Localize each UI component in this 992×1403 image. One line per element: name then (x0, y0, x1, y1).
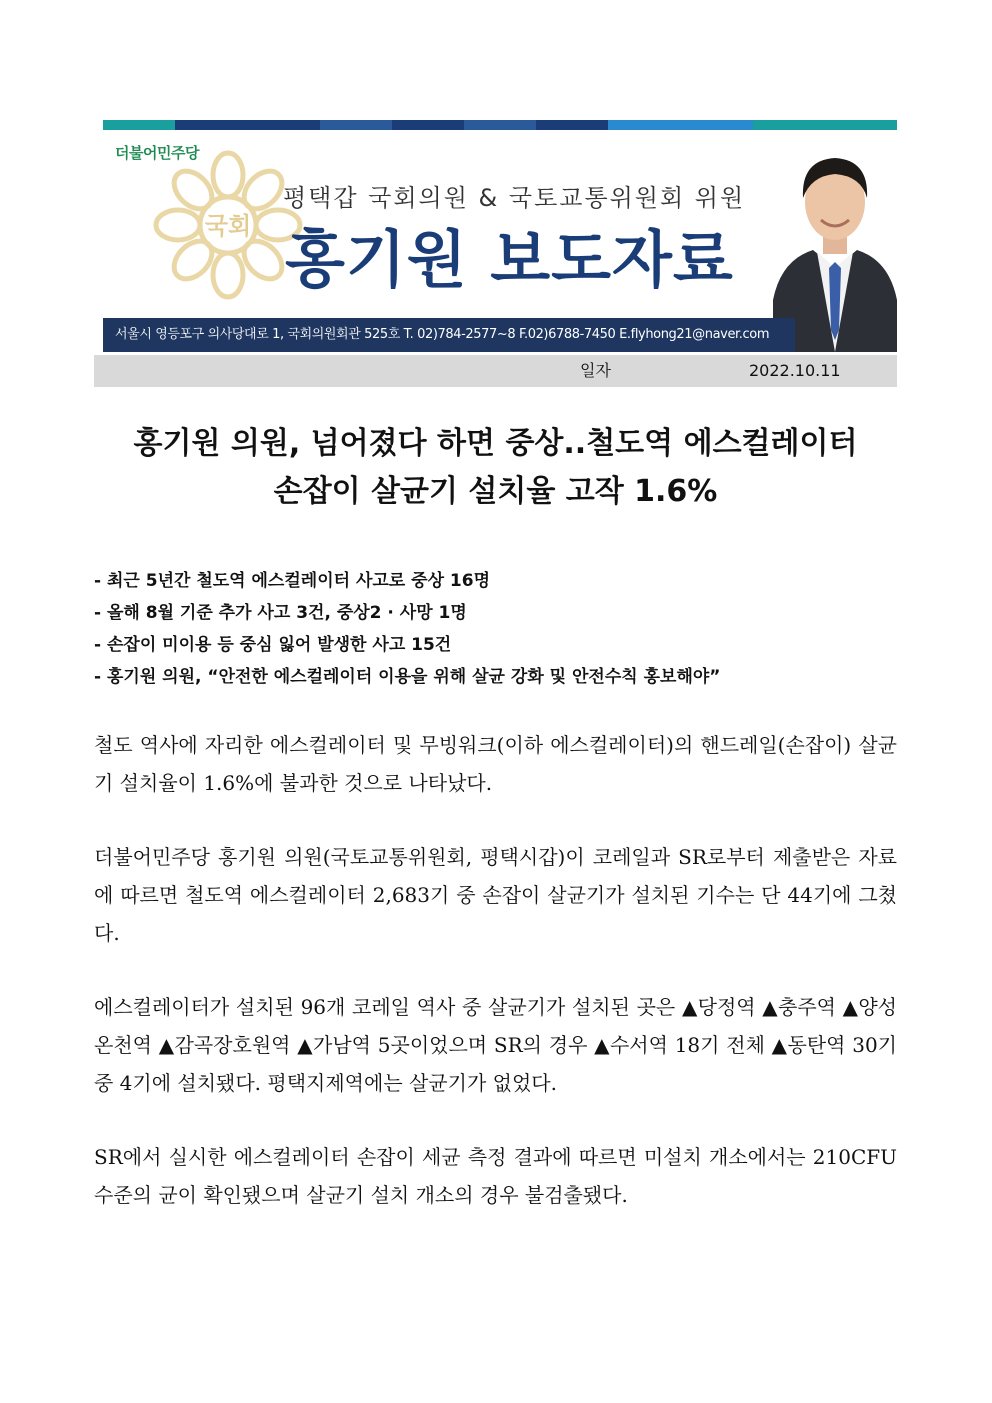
date-value: 2022.10.11 (749, 361, 841, 380)
color-bar-segment (536, 120, 608, 130)
banner-title: 홍기원 보도자료 (285, 223, 734, 296)
headline-line-1: 홍기원 의원, 넘어졌다 하면 중상..철도역 에스컬레이터 (133, 426, 858, 461)
color-bar-segment (392, 120, 464, 130)
emblem-text: 국회 (204, 212, 252, 240)
color-bar-segment (320, 120, 392, 130)
body-paragraph: 더불어민주당 홍기원 의원(국토교통위원회, 평택시갑)이 코레일과 SR로부터 제출받은 자료에 따르면 철도역 에스컬레이터 2,683기 중 손잡이 살균기가 설치된 기수는 단 44기에 그쳤다. (94, 845, 897, 945)
color-bar-segment (681, 120, 753, 130)
summary-bullets (94, 565, 897, 693)
color-bar-segment (753, 120, 825, 130)
color-bar-segment (464, 120, 536, 130)
color-bar-segment (247, 120, 319, 130)
headline-line-2: 손잡이 살균기 설치율 고작 1.6% (273, 474, 718, 509)
summary-bullet: - 올해 8월 기준 추가 사고 3건, 중상2 · 사망 1명 (94, 603, 467, 623)
summary-bullet: - 손잡이 미이용 등 중심 잃어 발생한 사고 15건 (94, 635, 452, 655)
banner-subtitle: 평택갑 국회의원 & 국토교통위원회 위원 (283, 184, 746, 212)
color-bar-segment (608, 120, 680, 130)
national-assembly-emblem-icon (153, 150, 303, 300)
summary-bullet: - 최근 5년간 철도역 에스컬레이터 사고로 중상 16명 (94, 571, 490, 591)
color-bar-segment (103, 120, 175, 130)
date-bar (94, 355, 897, 387)
summary-bullet: - 홍기원 의원, “안전한 에스컬레이터 이용을 위해 살균 강화 및 안전수칙 홍보해야” (94, 667, 721, 687)
contact-info-bar: 서울시 영등포구 의사당대로 1, 국회의원회관 525호 T. 02)784-2577~8 F.02)6788-7450 E.flyhong21@naver.com (103, 318, 795, 352)
color-bar-segment (175, 120, 247, 130)
body-paragraph: 철도 역사에 자리한 에스컬레이터 및 무빙워크(이하 에스컬레이터)의 핸드레일(손잡이) 살균기 설치율이 1.6%에 불과한 것으로 나타났다. (94, 733, 897, 795)
headline (94, 420, 897, 516)
article-body (94, 726, 897, 1250)
date-label: 일자 (580, 361, 611, 380)
header-color-bar (103, 120, 897, 130)
body-paragraph: 에스컬레이터가 설치된 96개 코레일 역사 중 살균기가 설치된 곳은 ▲당정역 ▲충주역 ▲양성온천역 ▲감곡장호원역 ▲가남역 5곳이었으며 SR의 경우 ▲수서역 18기 전체 ▲동탄역 30기 중 4기에 설치됐다. 평택지제역에는 살균기가 없었다. (94, 995, 897, 1095)
color-bar-segment (825, 120, 897, 130)
body-paragraph: SR에서 실시한 에스컬레이터 손잡이 세균 측정 결과에 따르면 미설치 개소에서는 210CFU 수준의 균이 확인됐으며 살균기 설치 개소의 경우 불검출됐다. (94, 1145, 897, 1207)
press-release-banner (103, 130, 897, 352)
party-logo: 더불어민주당 (115, 144, 199, 162)
